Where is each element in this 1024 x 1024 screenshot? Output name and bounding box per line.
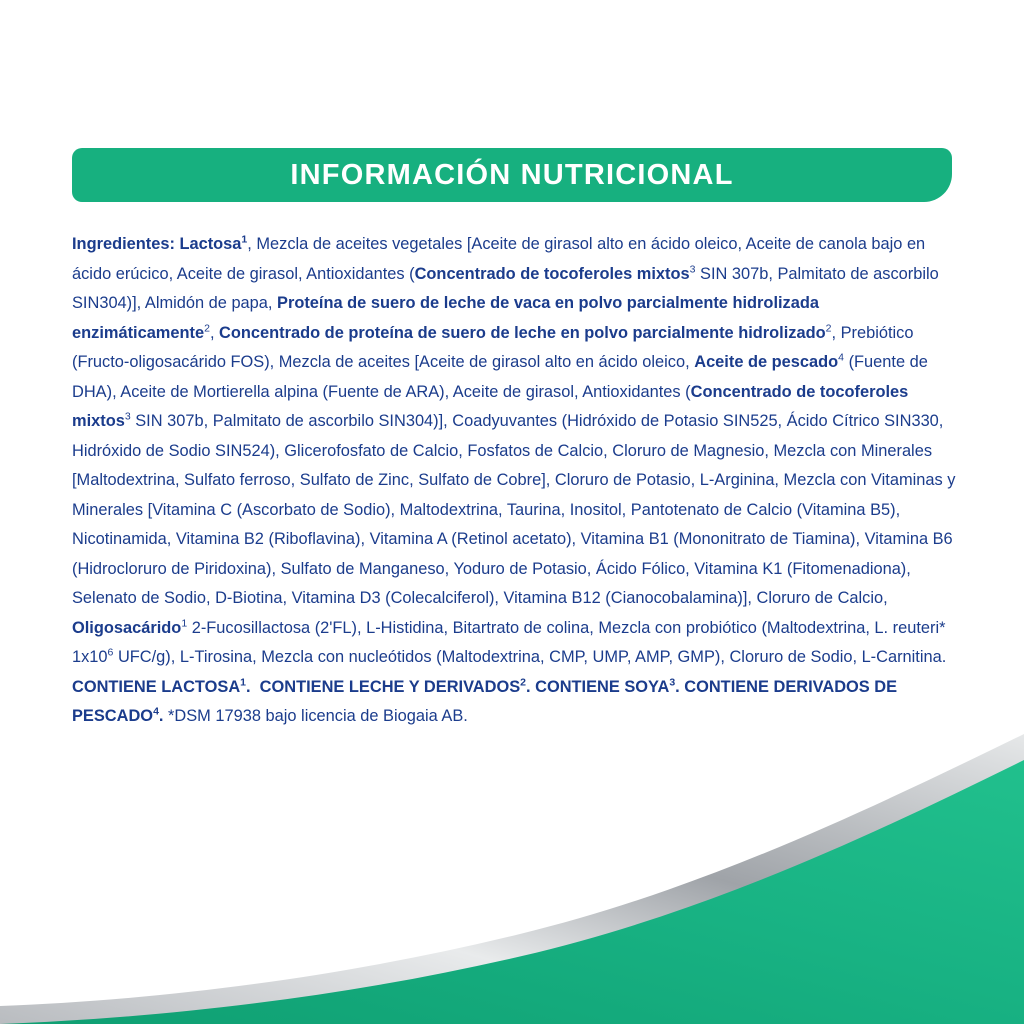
ingredients-paragraph: Ingredientes: Lactosa$^1$, Mezcla de aceites vegetales [Aceite de girasol alto en ácido oleico, Aceite de canola bajo en ácido erúcico, Aceite de girasol, Antioxidantes (Concentrado de tocoferoles mixtos$^3$ SIN 307b, Palmitato de ascorbilo SIN304)], Almidón de papa, Proteína de suero de leche de vaca en polvo parcialmente hidrolizada enzimáticamente$^2$, Concentrado de proteína de suero de leche en polvo parcialmente hidrolizado$^2$, Prebiótico (Fructo-oligosacárido FOS), Mezcla de aceites [Aceite de girasol alto en ácido oleico, Aceite de pescado$^4$ (Fuente de DHA), Aceite de Mortierella alpina (Fuente de ARA), Aceite de girasol, Antioxidantes (Concentrado de tocoferoles mixtos$^3$ SIN 307b, Palmitato de ascorbilo SIN304)], Coadyuvantes (Hidróxido de Potasio SIN525, Ácido Cítrico SIN330, Hidróxido de Sodio SIN524), Glicerofosfato de Calcio, Fosfatos de Calcio, Cloruro de Magnesio, Mezcla con Minerales [Maltodextrina, Sulfato ferroso, Sulfato de Zinc, Sulfato de Cobre], Cloruro de Potasio, L-Arginina, Mezcla con Vitaminas y Minerales [Vitamina C (Ascorbato de Sodio), Maltodextrina, Taurina, Inositol, Pantotenato de Calcio (Vitamina B5), Nicotinamida, Vitamina B2 (Riboflavina), Vitamina A (Retinol acetato), Vitamina B1 (Mononitrato de Tiamina), Vitamina B6 (Hidrocloruro de Piridoxina), Sulfato de Manganeso, Yoduro de Potasio, Ácido Fólico, Vitamina K1 (Fitomenadiona), Selenato de Sodio, D-Biotina, Vitamina D3 (Colecalciferol), Vitamina B12 (Cianocobalamina)], Cloruro de Calcio, Oligosacárido$^1$ 2-Fucosillactosa (2'FL), L-Histidina, Bitartrato de colina, Mezcla con probiótico (Maltodextrina, L. reuteri* $1x10^6$ UFC/g), L-Tirosina, Mezcla con nucleótidos (Maltodextrina, CMP, UMP, AMP, GMP), Cloruro de Sodio, L-Carnitina. CONTIENE LACTOSA$^1$. CONTIENE LECHE Y DERIVADOS$^2$. CONTIENE SOYA$^3$. CONTIENE DERIVADOS DE PESCADO$^4$. *DSM 17938 bajo licencia de Biogaia AB.: [72, 233, 956, 725]
page-title: INFORMACIÓN NUTRICIONAL: [290, 158, 734, 191]
section-header-banner: [72, 148, 952, 202]
